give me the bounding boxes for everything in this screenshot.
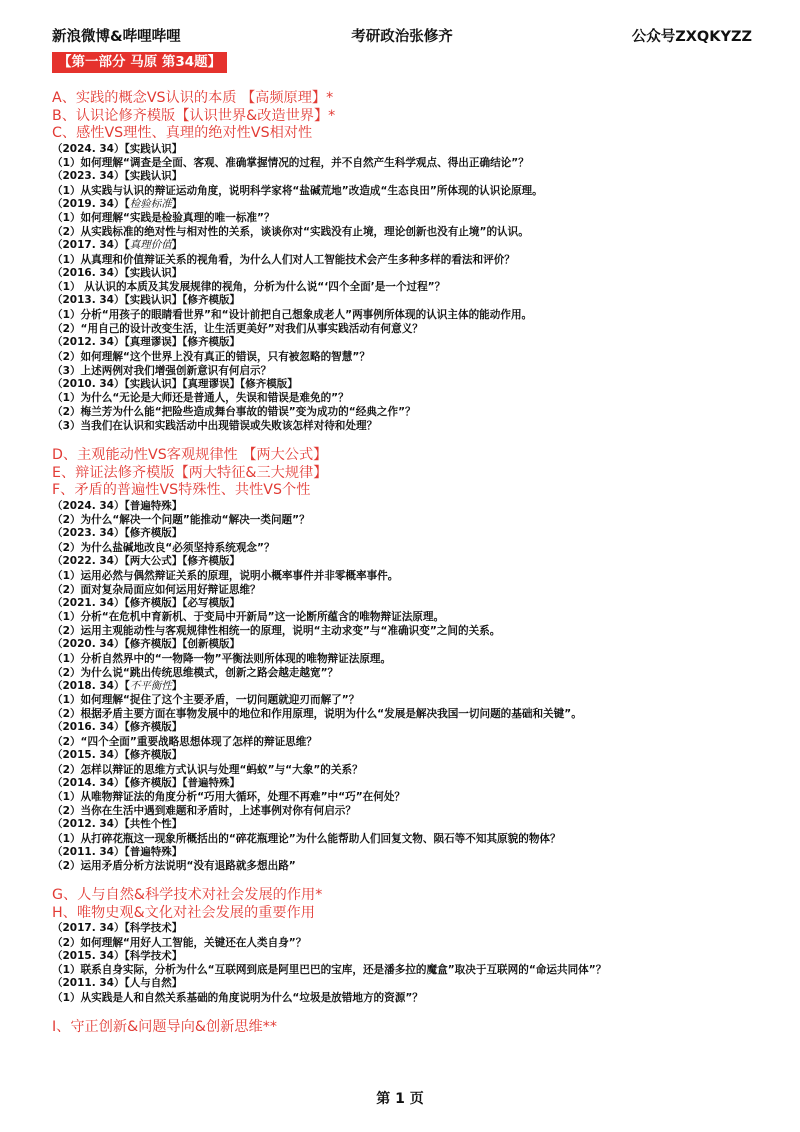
question-item: （3）当我们在认识和实践活动中出现错误或失败该怎样对待和处理？ bbox=[52, 420, 378, 433]
question-item: （1）如何理解“实践是检验真理的唯一标准”？ bbox=[52, 212, 275, 225]
question-item: （1）从实践与认识的辩证运动角度，说明科学家将“盐碱荒地”改造成“生态良田”所体现的认识论原理。 bbox=[52, 184, 543, 197]
question-year-tag: （2024. 34）【实践认识】 bbox=[52, 142, 183, 155]
question-year-tag: （2019. 34）【检验标准】 bbox=[52, 197, 183, 210]
question-item: （1）从真理和价值辩证关系的视角看，为什么人们对人工智能技术会产生多种多样的看法和评价？ bbox=[52, 253, 515, 266]
question-item: （2）运用矛盾分析方法说明“没有退路就多想出路” bbox=[52, 860, 296, 873]
section-gap bbox=[52, 433, 762, 447]
question-item: （1）运用必然与偶然辩证关系的原理，说明小概率事件并非零概率事件。 bbox=[52, 569, 399, 582]
question-item: （1）从打碎花瓶这一现象所概括出的“碎花瓶理论”为什么能帮助人们回复文物、陨石等不知其原貌的物体？ bbox=[52, 832, 561, 845]
section-heading: C、感性VS理性、真理的绝对性VS相对性 bbox=[52, 125, 313, 141]
question-item: （1）为什么“无论是大师还是普通人，失误和错误是难免的”？ bbox=[52, 392, 349, 405]
question-year-tag: （2011. 34）【普遍特殊】 bbox=[52, 845, 183, 858]
question-item: （2）根据矛盾主要方面在事物发展中的地位和作用原理，说明为什么“发展是解决我国一切问题的基础和关键”。 bbox=[52, 708, 582, 721]
question-year-tag: （2024. 34）【普遍特殊】 bbox=[52, 499, 183, 512]
question-year-tag: （2017. 34）【科学技术】 bbox=[52, 922, 183, 935]
question-year-tag: （2013. 34）【实践认识】【修齐模版】 bbox=[52, 294, 240, 307]
section-heading: I、守正创新&问题导向&创新思维** bbox=[52, 1019, 277, 1036]
header-center: 考研政治张修齐 bbox=[351, 28, 453, 45]
question-item: （2）为什么说“跳出传统思维模式，创新之路会越走越宽”？ bbox=[52, 666, 339, 679]
question-item: （2）运用主观能动性与客观规律性相统一的原理，说明“主动求变”与“准确识变”之间的关系。 bbox=[52, 625, 501, 638]
document-body bbox=[52, 90, 762, 1037]
question-item: （2）怎样以辩证的思维方式认识与处理“蚂蚁”与“大象”的关系？ bbox=[52, 763, 363, 776]
header-left: 新浪微博&哔哩哔哩 bbox=[52, 28, 181, 45]
question-item: （3）上述两例对我们增强创新意识有何启示？ bbox=[52, 364, 272, 377]
question-year-tag: （2016. 34）【实践认识】 bbox=[52, 266, 183, 279]
question-year-tag: （2023. 34）【实践认识】 bbox=[52, 170, 183, 183]
question-year-tag: （2016. 34）【修齐模版】 bbox=[52, 721, 183, 734]
question-item: （2）“四个全面”重要战略思想体现了怎样的辩证思维？ bbox=[52, 735, 317, 748]
section-heading: B、认识论修齐模版【认识世界&改造世界】* bbox=[52, 107, 336, 124]
question-item: （1）如何理解“捉住了这个主要矛盾，一切问题就迎刃而解了”？ bbox=[52, 694, 360, 707]
section-heading: D、主观能动性VS客观规律性 【两大公式】 bbox=[52, 447, 328, 464]
page-header bbox=[52, 24, 752, 46]
question-year-tag: （2017. 34）【真理价值】 bbox=[52, 239, 183, 252]
question-year-tag: （2012. 34）【共性个性】 bbox=[52, 818, 183, 831]
question-item: （1）如何理解“调查是全面、客观、准确掌握情况的过程，并不自然产生科学观点、得出正确结论”？ bbox=[52, 157, 529, 170]
question-year-tag: （2015. 34）【修齐模版】 bbox=[52, 748, 183, 761]
question-year-tag: （2023. 34）【修齐模版】 bbox=[52, 527, 183, 540]
question-item: （2）当你在生活中遇到难题和矛盾时，上述事例对你有何启示？ bbox=[52, 805, 356, 818]
question-item: （1）从唯物辩证法的角度分析“巧用大循环，处理不再难”中“巧”在何处？ bbox=[52, 791, 406, 804]
question-item: （2）为什么“解决一个问题”能推动“解决一类问题”？ bbox=[52, 514, 310, 527]
question-item: （2）为什么盐碱地改良“必须坚持系统观念”？ bbox=[52, 541, 275, 554]
question-item: （2）如何理解“用好人工智能，关键还在人类自身”？ bbox=[52, 936, 307, 949]
question-item: （2）如何理解“这个世界上没有真正的错误，只有被忽略的智慧”？ bbox=[52, 350, 370, 363]
question-year-tag: （2014. 34）【修齐模版】【普遍特殊】 bbox=[52, 776, 240, 789]
section-heading: A、实践的概念VS认识的本质 【高频原理】* bbox=[52, 90, 334, 106]
question-item: （1）分析“在危机中育新机、于变局中开新局”这一论断所蕴含的唯物辩证法原理。 bbox=[52, 611, 445, 624]
question-item: （1）分析“用孩子的眼睛看世界”和“设计前把自己想象成老人”两事例所体现的认识主体的能动作用。 bbox=[52, 309, 533, 322]
question-item: （1）联系自身实际，分析为什么“互联网到底是阿里巴巴的宝库，还是潘多拉的魔盒”取决于互联网的“命运共同体”？ bbox=[52, 964, 607, 977]
question-item: （2）梅兰芳为什么能“把险些造成舞台事故的错误”变为成功的“经典之作”？ bbox=[52, 406, 416, 419]
question-item: （2）从实践标准的绝对性与相对性的关系，谈谈你对“实践没有止境，理论创新也没有止境”的认识。 bbox=[52, 226, 529, 239]
section-heading: H、唯物史观&文化对社会发展的重要作用 bbox=[52, 904, 315, 921]
question-year-tag: （2012. 34）【真理谬误】【修齐模版】 bbox=[52, 336, 240, 349]
question-year-tag: （2018. 34）【不平衡性】 bbox=[52, 679, 183, 692]
question-item: （2）面对复杂局面应如何运用好辩证思维？ bbox=[52, 583, 261, 596]
question-year-tag: （2011. 34）【人与自然】 bbox=[52, 977, 183, 990]
section-gap bbox=[52, 1005, 762, 1019]
question-item: （1） 从认识的本质及其发展规律的视角，分析为什么说“‘四个全面’是一个过程”？ bbox=[52, 281, 446, 294]
question-item: （2）“用自己的设计改变生活，让生活更美好”对我们从事实践活动有何意义？ bbox=[52, 323, 423, 336]
section-heading: G、人与自然&科学技术对社会发展的作用* bbox=[52, 887, 323, 904]
question-year-tag: （2015. 34）【科学技术】 bbox=[52, 949, 183, 962]
question-year-tag: （2022. 34）【两大公式】【修齐模版】 bbox=[52, 554, 240, 567]
question-item: （1）分析自然界中的“一物降一物”平衡法则所体现的唯物辩证法原理。 bbox=[52, 652, 392, 665]
section-heading: E、辩证法修齐模版【两大特征&三大规律】 bbox=[52, 464, 328, 481]
question-item: （1）从实践是人和自然关系基础的角度说明为什么“垃圾是放错地方的资源”？ bbox=[52, 992, 423, 1005]
question-year-tag: （2020. 34）【修齐模版】【创新模版】 bbox=[52, 638, 240, 651]
header-right: 公众号ZXQKYZZ bbox=[631, 28, 752, 45]
page-number: 第 1 页 bbox=[376, 1091, 424, 1107]
question-year-tag: （2010. 34）【实践认识】【真理谬误】【修齐模版】 bbox=[52, 377, 298, 390]
question-year-tag: （2021. 34）【修齐模版】【必写模版】 bbox=[52, 596, 240, 609]
section-gap bbox=[52, 873, 762, 887]
part-tag: 【第一部分 马原 第34题】 bbox=[52, 52, 227, 73]
section-heading: F、矛盾的普遍性VS特殊性、共性VS个性 bbox=[52, 482, 311, 499]
